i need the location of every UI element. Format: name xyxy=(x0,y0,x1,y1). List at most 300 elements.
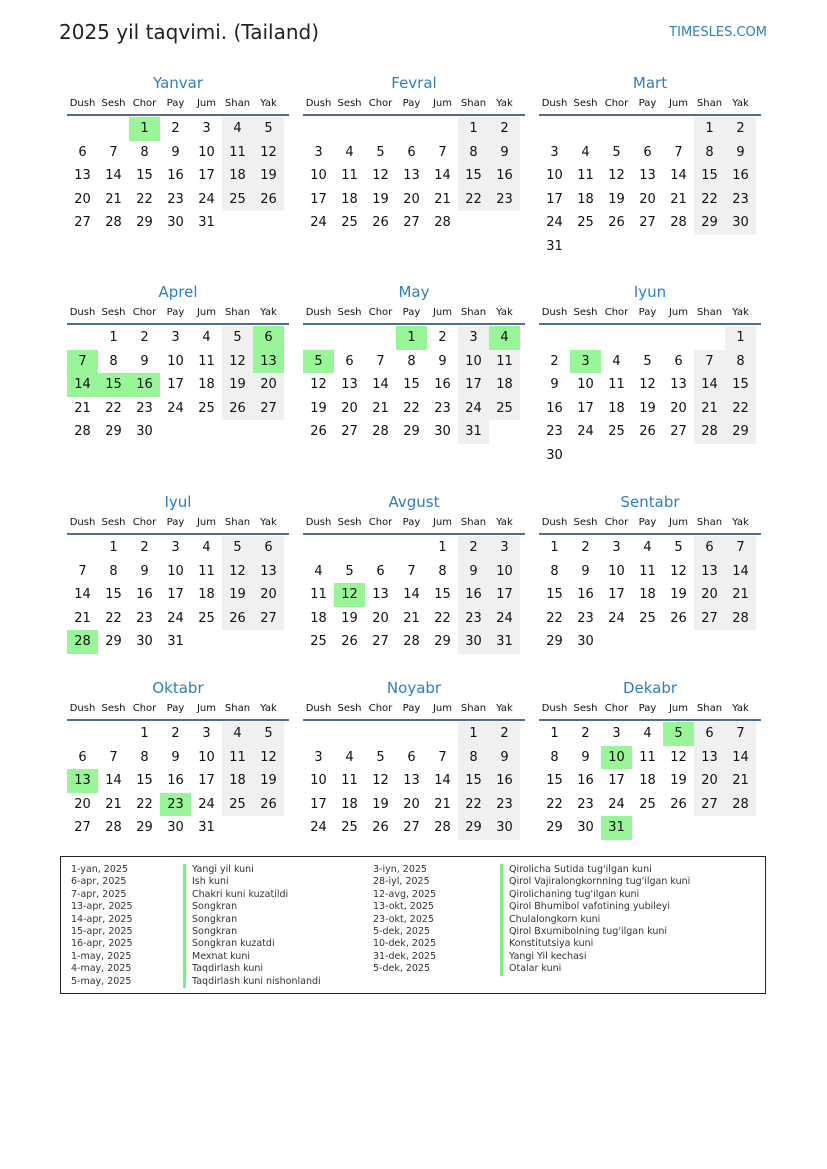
day-cell: 5 xyxy=(643,353,652,369)
day-cell: 2 xyxy=(581,540,590,555)
day-cell: 23 xyxy=(167,191,184,207)
day-cell: 19 xyxy=(670,587,687,603)
day-cell: 23 xyxy=(458,607,489,631)
empty-cell xyxy=(67,536,98,560)
day-cell: 20 xyxy=(670,400,687,416)
weekday-header xyxy=(303,513,525,535)
day-cell: 15 xyxy=(136,773,153,789)
day-cell: 11 xyxy=(639,749,656,765)
day-cell: 9 xyxy=(171,144,180,160)
day-cell: 6 xyxy=(345,353,354,369)
day-cell: 26 xyxy=(310,424,327,440)
month-avgust xyxy=(303,491,525,654)
month-name: Sentabr xyxy=(620,493,680,511)
day-cell: 9 xyxy=(140,353,149,369)
holiday-legend xyxy=(60,856,766,994)
weekday-label: Pay xyxy=(166,517,185,528)
legend-holiday-name: Songkran kuzatdi xyxy=(192,938,275,950)
day-cell: 16 xyxy=(489,769,520,793)
day-cell: 3 xyxy=(612,540,621,555)
day-cell: 11 xyxy=(341,773,358,789)
day-cell: 27 xyxy=(253,607,284,631)
day-cell: 29 xyxy=(725,420,756,444)
day-cell: 8 xyxy=(694,141,725,165)
day-cell: 19 xyxy=(253,164,284,188)
day-grid xyxy=(67,326,289,444)
day-cell: 4 xyxy=(314,563,323,579)
legend-date: 10-dek, 2025 xyxy=(373,938,437,950)
weekday-label: Jum xyxy=(196,517,217,528)
empty-cell xyxy=(539,117,570,141)
legend-date: 23-okt, 2025 xyxy=(373,913,434,925)
day-cell: 7 xyxy=(109,749,118,765)
day-cell: 16 xyxy=(434,377,451,393)
month-may xyxy=(303,281,525,444)
weekday-header xyxy=(303,699,525,721)
day-cell: 25 xyxy=(310,634,327,650)
legend-date: 15-apr, 2025 xyxy=(71,925,133,937)
day-grid xyxy=(303,117,525,235)
day-cell: 8 xyxy=(550,563,559,579)
day-cell: 28 xyxy=(670,215,687,231)
day-cell: 15 xyxy=(694,164,725,188)
day-cell: 30 xyxy=(136,424,153,440)
day-cell: 1 xyxy=(550,540,559,555)
day-cell: 4 xyxy=(581,144,590,160)
day-cell: 1 xyxy=(109,540,118,555)
day-cell: 31 xyxy=(458,420,489,444)
legend-holiday-name: Qirol Vajiralongkornning tug'ilgan kuni xyxy=(509,876,691,888)
empty-cell xyxy=(334,536,365,560)
day-cell: 1 xyxy=(725,326,756,350)
month-yanvar xyxy=(67,72,289,235)
weekday-label: Yak xyxy=(732,703,749,714)
day-cell: 3 xyxy=(458,326,489,350)
day-cell: 20 xyxy=(403,191,420,207)
day-cell: 18 xyxy=(577,191,594,207)
weekday-label: Shan xyxy=(460,517,487,528)
day-cell: 5 xyxy=(222,536,253,560)
day-cell: 7 xyxy=(407,563,416,579)
day-cell: 7 xyxy=(694,350,725,374)
day-cell: 27 xyxy=(639,215,656,231)
brand-link[interactable]: TIMESLES.COM xyxy=(669,25,767,40)
day-cell: 22 xyxy=(458,188,489,212)
empty-cell xyxy=(365,536,396,560)
day-cell: 21 xyxy=(434,796,451,812)
weekday-label: Chor xyxy=(368,307,393,318)
weekday-label: Yak xyxy=(732,307,749,318)
weekday-label: Dush xyxy=(305,517,332,528)
legend-holiday-name: Chulalongkorn kuni xyxy=(509,913,601,925)
legend-bar-2 xyxy=(500,864,503,976)
legend-date: 1-yan, 2025 xyxy=(71,864,128,875)
weekday-label: Sesh xyxy=(573,307,598,318)
weekday-label: Pay xyxy=(402,703,421,714)
day-cell: 20 xyxy=(372,610,389,626)
weekday-label: Pay xyxy=(166,307,185,318)
day-cell: 22 xyxy=(136,796,153,812)
day-cell: 10 xyxy=(608,563,625,579)
day-cell: 17 xyxy=(198,168,215,184)
day-cell: 14 xyxy=(725,746,756,770)
weekday-header xyxy=(67,513,289,535)
day-cell: 7 xyxy=(725,536,756,560)
day-cell: 24 xyxy=(310,215,327,231)
weekday-label: Sesh xyxy=(337,517,362,528)
empty-cell xyxy=(98,722,129,746)
day-cell: 2 xyxy=(140,330,149,345)
day-grid xyxy=(303,326,525,444)
day-cell: 29 xyxy=(136,215,153,231)
empty-cell xyxy=(427,722,458,746)
day-cell: 27 xyxy=(74,215,91,231)
day-cell: 8 xyxy=(458,141,489,165)
day-cell: 17 xyxy=(310,796,327,812)
day-cell: 16 xyxy=(577,773,594,789)
day-cell: 13 xyxy=(253,560,284,584)
weekday-label: Pay xyxy=(402,517,421,528)
day-cell: 25 xyxy=(608,424,625,440)
day-cell: 27 xyxy=(403,215,420,231)
day-cell: 16 xyxy=(546,400,563,416)
legend-holiday-name: Yangi Yil kechasi xyxy=(509,950,587,962)
month-name: Yanvar xyxy=(152,74,204,92)
day-cell: 10 xyxy=(489,560,520,584)
day-cell: 3 xyxy=(550,144,559,160)
day-cell: 25 xyxy=(198,400,215,416)
weekday-label: Pay xyxy=(166,98,185,109)
day-cell: 13 xyxy=(639,168,656,184)
day-cell: 29 xyxy=(694,211,725,235)
day-cell: 31 xyxy=(489,630,520,654)
weekday-label: Shan xyxy=(696,703,723,714)
empty-cell xyxy=(303,722,334,746)
legend-date: 5-dek, 2025 xyxy=(373,963,431,975)
legend-date: 16-apr, 2025 xyxy=(71,938,133,950)
weekday-label: Dush xyxy=(69,307,96,318)
day-cell: 17 xyxy=(489,583,520,607)
day-cell: 15 xyxy=(546,587,563,603)
day-cell: 22 xyxy=(458,793,489,817)
day-cell: 12 xyxy=(253,746,284,770)
day-cell: 26 xyxy=(670,610,687,626)
day-cell: 15 xyxy=(725,373,756,397)
weekday-label: Pay xyxy=(402,307,421,318)
legend-date: 13-okt, 2025 xyxy=(373,901,434,913)
day-cell: 2 xyxy=(550,353,559,369)
day-cell: 29 xyxy=(546,634,563,650)
legend-date: 7-apr, 2025 xyxy=(71,888,127,900)
day-cell: 14 xyxy=(403,587,420,603)
weekday-label: Pay xyxy=(638,307,657,318)
day-cell: 26 xyxy=(639,424,656,440)
day-cell: 9 xyxy=(438,353,447,369)
day-cell: 9 xyxy=(725,141,756,165)
day-cell: 12 xyxy=(222,350,253,374)
day-cell: 7 xyxy=(376,353,385,369)
day-cell: 21 xyxy=(434,191,451,207)
legend-holiday-name: Ish kuni xyxy=(192,876,229,888)
weekday-label: Dush xyxy=(69,703,96,714)
day-cell: 28 xyxy=(105,820,122,836)
day-cell: 21 xyxy=(74,400,91,416)
day-cell: 8 xyxy=(725,350,756,374)
day-cell: 20 xyxy=(694,583,725,607)
day-cell: 18 xyxy=(639,773,656,789)
legend-holiday-name: Songkran xyxy=(192,913,238,925)
weekday-label: Pay xyxy=(402,98,421,109)
day-cell: 6 xyxy=(376,563,385,579)
legend-date: 4-may, 2025 xyxy=(71,963,132,975)
day-cell: 14 xyxy=(725,560,756,584)
day-cell: 16 xyxy=(167,168,184,184)
day-cell: 20 xyxy=(694,769,725,793)
day-cell: 27 xyxy=(372,634,389,650)
legend-holiday-name: Songkran xyxy=(192,901,238,913)
day-cell: 29 xyxy=(136,820,153,836)
day-cell: 7 xyxy=(725,722,756,746)
day-cell: 5 xyxy=(253,117,284,141)
day-cell: 19 xyxy=(670,773,687,789)
day-cell: 13 xyxy=(74,168,91,184)
day-cell: 14 xyxy=(694,373,725,397)
empty-cell xyxy=(303,326,334,350)
holiday-day-cell: 23 xyxy=(160,793,191,817)
empty-cell xyxy=(396,536,427,560)
holiday-day-cell: 10 xyxy=(601,746,632,770)
day-cell: 4 xyxy=(222,722,253,746)
day-cell: 10 xyxy=(198,749,215,765)
day-cell: 4 xyxy=(345,749,354,765)
day-cell: 6 xyxy=(253,536,284,560)
day-cell: 12 xyxy=(253,141,284,165)
day-cell: 30 xyxy=(458,630,489,654)
weekday-label: Shan xyxy=(224,703,251,714)
day-cell: 2 xyxy=(489,117,520,141)
day-cell: 5 xyxy=(376,144,385,160)
legend-date: 13-apr, 2025 xyxy=(71,901,133,913)
weekday-label: Yak xyxy=(732,98,749,109)
day-cell: 22 xyxy=(105,610,122,626)
weekday-label: Sesh xyxy=(337,307,362,318)
weekday-label: Dush xyxy=(541,307,568,318)
day-cell: 18 xyxy=(608,400,625,416)
day-cell: 23 xyxy=(489,793,520,817)
day-cell: 12 xyxy=(222,560,253,584)
holiday-day-cell: 13 xyxy=(67,769,98,793)
legend-dates-col1 xyxy=(71,864,133,988)
day-cell: 22 xyxy=(403,400,420,416)
day-cell: 19 xyxy=(310,400,327,416)
legend-holiday-name: Taqdirlash kuni nishonlandi xyxy=(192,975,321,987)
weekday-label: Yak xyxy=(496,703,513,714)
day-cell: 4 xyxy=(222,117,253,141)
legend-holiday-name: Qirolichaning tug'ilgan kuni xyxy=(509,888,640,900)
day-cell: 12 xyxy=(372,773,389,789)
empty-cell xyxy=(396,722,427,746)
empty-cell xyxy=(601,326,632,350)
day-cell: 21 xyxy=(670,191,687,207)
weekday-label: Jum xyxy=(432,98,453,109)
day-cell: 5 xyxy=(612,144,621,160)
day-cell: 18 xyxy=(198,587,215,603)
day-cell: 30 xyxy=(434,424,451,440)
legend-holiday-name: Qirol Bxumibolning tug'ilgan kuni xyxy=(509,925,668,937)
day-cell: 16 xyxy=(577,587,594,603)
day-cell: 2 xyxy=(171,121,180,136)
empty-cell xyxy=(632,326,663,350)
day-cell: 9 xyxy=(581,749,590,765)
month-name: Oktabr xyxy=(152,679,204,697)
day-cell: 31 xyxy=(167,634,184,650)
day-cell: 15 xyxy=(136,168,153,184)
day-cell: 29 xyxy=(458,816,489,840)
legend-names-col2 xyxy=(509,864,690,976)
weekday-label: Pay xyxy=(638,703,657,714)
day-cell: 21 xyxy=(725,769,756,793)
month-sentabr xyxy=(539,491,761,654)
day-cell: 28 xyxy=(403,634,420,650)
day-cell: 15 xyxy=(458,164,489,188)
day-cell: 22 xyxy=(434,610,451,626)
empty-cell xyxy=(365,117,396,141)
day-cell: 13 xyxy=(694,746,725,770)
day-cell: 8 xyxy=(438,563,447,579)
empty-cell xyxy=(98,117,129,141)
day-cell: 6 xyxy=(407,144,416,160)
day-cell: 15 xyxy=(458,769,489,793)
day-cell: 18 xyxy=(310,610,327,626)
day-cell: 3 xyxy=(314,749,323,765)
day-cell: 27 xyxy=(694,607,725,631)
legend-date: 6-apr, 2025 xyxy=(71,876,127,888)
day-cell: 25 xyxy=(198,610,215,626)
day-cell: 23 xyxy=(434,400,451,416)
day-cell: 27 xyxy=(74,820,91,836)
day-grid xyxy=(539,326,761,468)
weekday-label: Dush xyxy=(541,517,568,528)
empty-cell xyxy=(67,326,98,350)
day-cell: 3 xyxy=(489,536,520,560)
month-name: May xyxy=(398,283,430,301)
weekday-header xyxy=(67,699,289,721)
day-cell: 15 xyxy=(434,587,451,603)
day-cell: 24 xyxy=(608,796,625,812)
day-cell: 12 xyxy=(372,168,389,184)
day-cell: 10 xyxy=(167,353,184,369)
day-cell: 23 xyxy=(577,796,594,812)
day-cell: 12 xyxy=(639,377,656,393)
day-cell: 1 xyxy=(109,330,118,345)
day-cell: 26 xyxy=(222,607,253,631)
weekday-label: Chor xyxy=(604,307,629,318)
month-mart xyxy=(539,72,761,259)
weekday-label: Chor xyxy=(368,98,393,109)
day-cell: 4 xyxy=(643,540,652,555)
day-cell: 21 xyxy=(105,191,122,207)
day-cell: 17 xyxy=(310,191,327,207)
day-cell: 17 xyxy=(167,587,184,603)
day-cell: 10 xyxy=(458,350,489,374)
day-cell: 4 xyxy=(202,330,211,345)
day-cell: 24 xyxy=(310,820,327,836)
weekday-label: Jum xyxy=(196,703,217,714)
weekday-label: Jum xyxy=(668,307,689,318)
day-cell: 13 xyxy=(694,560,725,584)
day-cell: 25 xyxy=(222,793,253,817)
day-cell: 26 xyxy=(372,215,389,231)
day-cell: 3 xyxy=(202,726,211,741)
day-cell: 19 xyxy=(608,191,625,207)
empty-cell xyxy=(663,117,694,141)
day-cell: 27 xyxy=(694,793,725,817)
day-cell: 12 xyxy=(608,168,625,184)
weekday-label: Shan xyxy=(460,307,487,318)
day-cell: 10 xyxy=(310,168,327,184)
day-cell: 19 xyxy=(372,796,389,812)
weekday-label: Chor xyxy=(132,307,157,318)
weekday-label: Chor xyxy=(368,703,393,714)
day-cell: 30 xyxy=(546,447,563,463)
day-cell: 7 xyxy=(78,563,87,579)
legend-date: 1-may, 2025 xyxy=(71,950,132,962)
weekday-label: Chor xyxy=(132,703,157,714)
day-cell: 7 xyxy=(109,144,118,160)
day-cell: 21 xyxy=(403,610,420,626)
weekday-label: Shan xyxy=(224,98,251,109)
weekday-label: Sesh xyxy=(337,703,362,714)
legend-date: 5-dek, 2025 xyxy=(373,925,431,937)
weekday-label: Jum xyxy=(432,517,453,528)
day-cell: 16 xyxy=(489,164,520,188)
day-cell: 9 xyxy=(581,563,590,579)
holiday-day-cell: 4 xyxy=(489,326,520,350)
month-name: Iyun xyxy=(633,283,667,301)
day-cell: 30 xyxy=(136,634,153,650)
day-cell: 23 xyxy=(577,610,594,626)
day-cell: 11 xyxy=(222,141,253,165)
holiday-day-cell: 16 xyxy=(129,373,160,397)
day-cell: 9 xyxy=(140,563,149,579)
day-cell: 16 xyxy=(725,164,756,188)
day-cell: 14 xyxy=(105,168,122,184)
day-cell: 23 xyxy=(136,400,153,416)
day-cell: 21 xyxy=(725,583,756,607)
day-cell: 18 xyxy=(341,191,358,207)
day-cell: 13 xyxy=(372,587,389,603)
day-cell: 18 xyxy=(639,587,656,603)
day-cell: 26 xyxy=(222,397,253,421)
day-cell: 14 xyxy=(105,773,122,789)
day-cell: 20 xyxy=(639,191,656,207)
weekday-label: Chor xyxy=(604,703,629,714)
month-fevral xyxy=(303,72,525,235)
day-cell: 28 xyxy=(725,607,756,631)
weekday-label: Sesh xyxy=(101,517,126,528)
weekday-label: Dush xyxy=(305,703,332,714)
day-cell: 6 xyxy=(694,536,725,560)
day-cell: 18 xyxy=(222,769,253,793)
weekday-label: Dush xyxy=(69,517,96,528)
day-cell: 26 xyxy=(341,634,358,650)
holiday-day-cell: 6 xyxy=(253,326,284,350)
day-cell: 29 xyxy=(105,634,122,650)
weekday-label: Jum xyxy=(668,517,689,528)
day-cell: 1 xyxy=(458,722,489,746)
day-cell: 21 xyxy=(105,796,122,812)
day-cell: 1 xyxy=(458,117,489,141)
